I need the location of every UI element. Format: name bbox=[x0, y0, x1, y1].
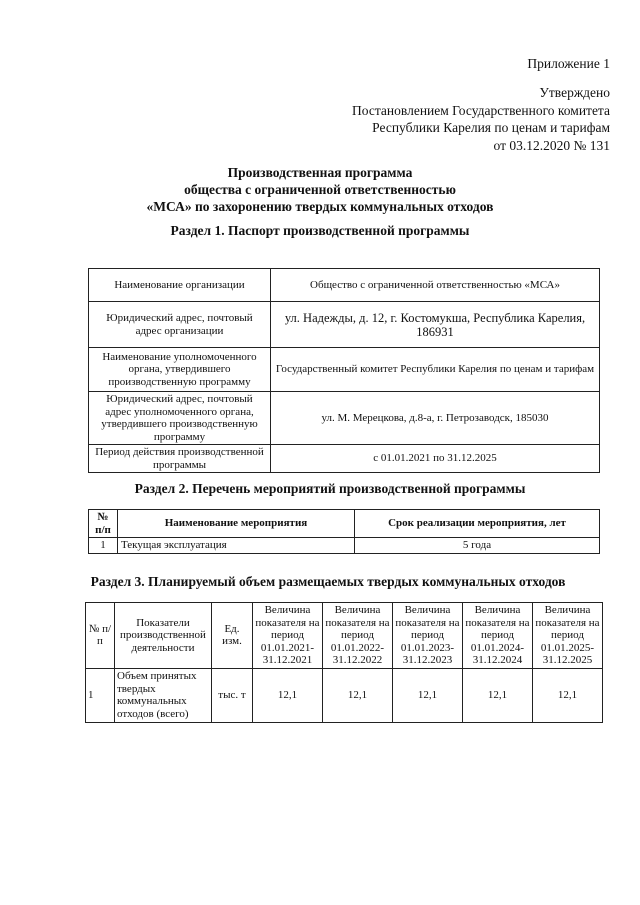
value-2025: 12,1 bbox=[533, 668, 603, 722]
column-header: Величина показателя на период 01.01.2022-31.12.2022 bbox=[323, 603, 393, 669]
passport-value: Общество с ограниченной ответственностью «МСА» bbox=[271, 269, 600, 302]
table-row bbox=[89, 302, 600, 348]
document-title bbox=[0, 164, 640, 215]
table-row bbox=[89, 538, 600, 554]
column-header: № п/п bbox=[86, 603, 115, 669]
section2-heading: Раздел 2. Перечень мероприятий производственной программы bbox=[134, 481, 526, 496]
section3-heading: Раздел 3. Планируемый объем размещаемых твердых коммунальных отходов bbox=[90, 574, 566, 589]
volume-table bbox=[85, 602, 603, 723]
approval-line: Постановлением Государственного комитета bbox=[352, 102, 610, 118]
table-row bbox=[89, 392, 600, 445]
approval-line: Республики Карелия по ценам и тарифам bbox=[372, 120, 610, 135]
table-row bbox=[89, 269, 600, 302]
table-row bbox=[89, 348, 600, 392]
section1-heading: Раздел 1. Паспорт производственной программы bbox=[170, 223, 470, 238]
activities-table bbox=[88, 509, 600, 554]
passport-label: Юридический адрес, почтовый адрес уполномоченного органа, утвердившего производственную программу bbox=[89, 392, 271, 445]
table-header-row bbox=[89, 510, 600, 538]
passport-table bbox=[88, 268, 600, 473]
approval-line: Утверждено bbox=[539, 85, 610, 100]
column-header: Величина показателя на период 01.01.2023-31.12.2023 bbox=[393, 603, 463, 669]
passport-value: с 01.01.2021 по 31.12.2025 bbox=[271, 445, 600, 473]
column-header: Величина показателя на период 01.01.2025-31.12.2025 bbox=[533, 603, 603, 669]
column-header: Ед. изм. bbox=[212, 603, 253, 669]
value-2021: 12,1 bbox=[253, 668, 323, 722]
passport-value: Государственный комитет Республики Карелия по ценам и тарифам bbox=[271, 348, 600, 392]
column-header: Величина показателя на период 01.01.2024-31.12.2024 bbox=[463, 603, 533, 669]
column-header: № п/п bbox=[89, 510, 118, 538]
activity-number: 1 bbox=[89, 538, 118, 554]
title-line: Производственная программа bbox=[227, 165, 413, 180]
column-header: Показатели производственной деятельности bbox=[115, 603, 212, 669]
title-line: общества с ограниченной ответственностью bbox=[184, 182, 456, 197]
value-2024: 12,1 bbox=[463, 668, 533, 722]
column-header: Величина показателя на период 01.01.2021-31.12.2021 bbox=[253, 603, 323, 669]
passport-label: Период действия производственной программы bbox=[89, 445, 271, 473]
column-header: Срок реализации мероприятия, лет bbox=[355, 510, 600, 538]
activity-name: Текущая эксплуатация bbox=[118, 538, 355, 554]
value-2023: 12,1 bbox=[393, 668, 463, 722]
table-header-row bbox=[86, 603, 603, 669]
row-number: 1 bbox=[86, 668, 115, 722]
approval-line: от 03.12.2020 № 131 bbox=[493, 137, 610, 153]
activity-term: 5 года bbox=[355, 538, 600, 554]
approval-block bbox=[352, 84, 610, 154]
column-header: Наименование мероприятия bbox=[118, 510, 355, 538]
passport-label: Наименование организации bbox=[89, 269, 271, 302]
passport-value: ул. М. Мерецкова, д.8-а, г. Петрозаводск, 185030 bbox=[271, 392, 600, 445]
title-line: «МСА» по захоронению твердых коммунальных отходов bbox=[146, 199, 494, 214]
table-row bbox=[89, 445, 600, 473]
passport-value: ул. Надежды, д. 12, г. Костомукша, Республика Карелия, 186931 bbox=[271, 302, 600, 348]
unit: тыс. т bbox=[212, 668, 253, 722]
appendix-label: Приложение 1 bbox=[527, 56, 610, 71]
passport-label: Наименование уполномоченного органа, утвердившего производственную программу bbox=[89, 348, 271, 392]
table-row bbox=[86, 668, 603, 722]
passport-label: Юридический адрес, почтовый адрес организации bbox=[89, 302, 271, 348]
value-2022: 12,1 bbox=[323, 668, 393, 722]
indicator-name: Объем принятых твердых коммунальных отходов (всего) bbox=[115, 668, 212, 722]
